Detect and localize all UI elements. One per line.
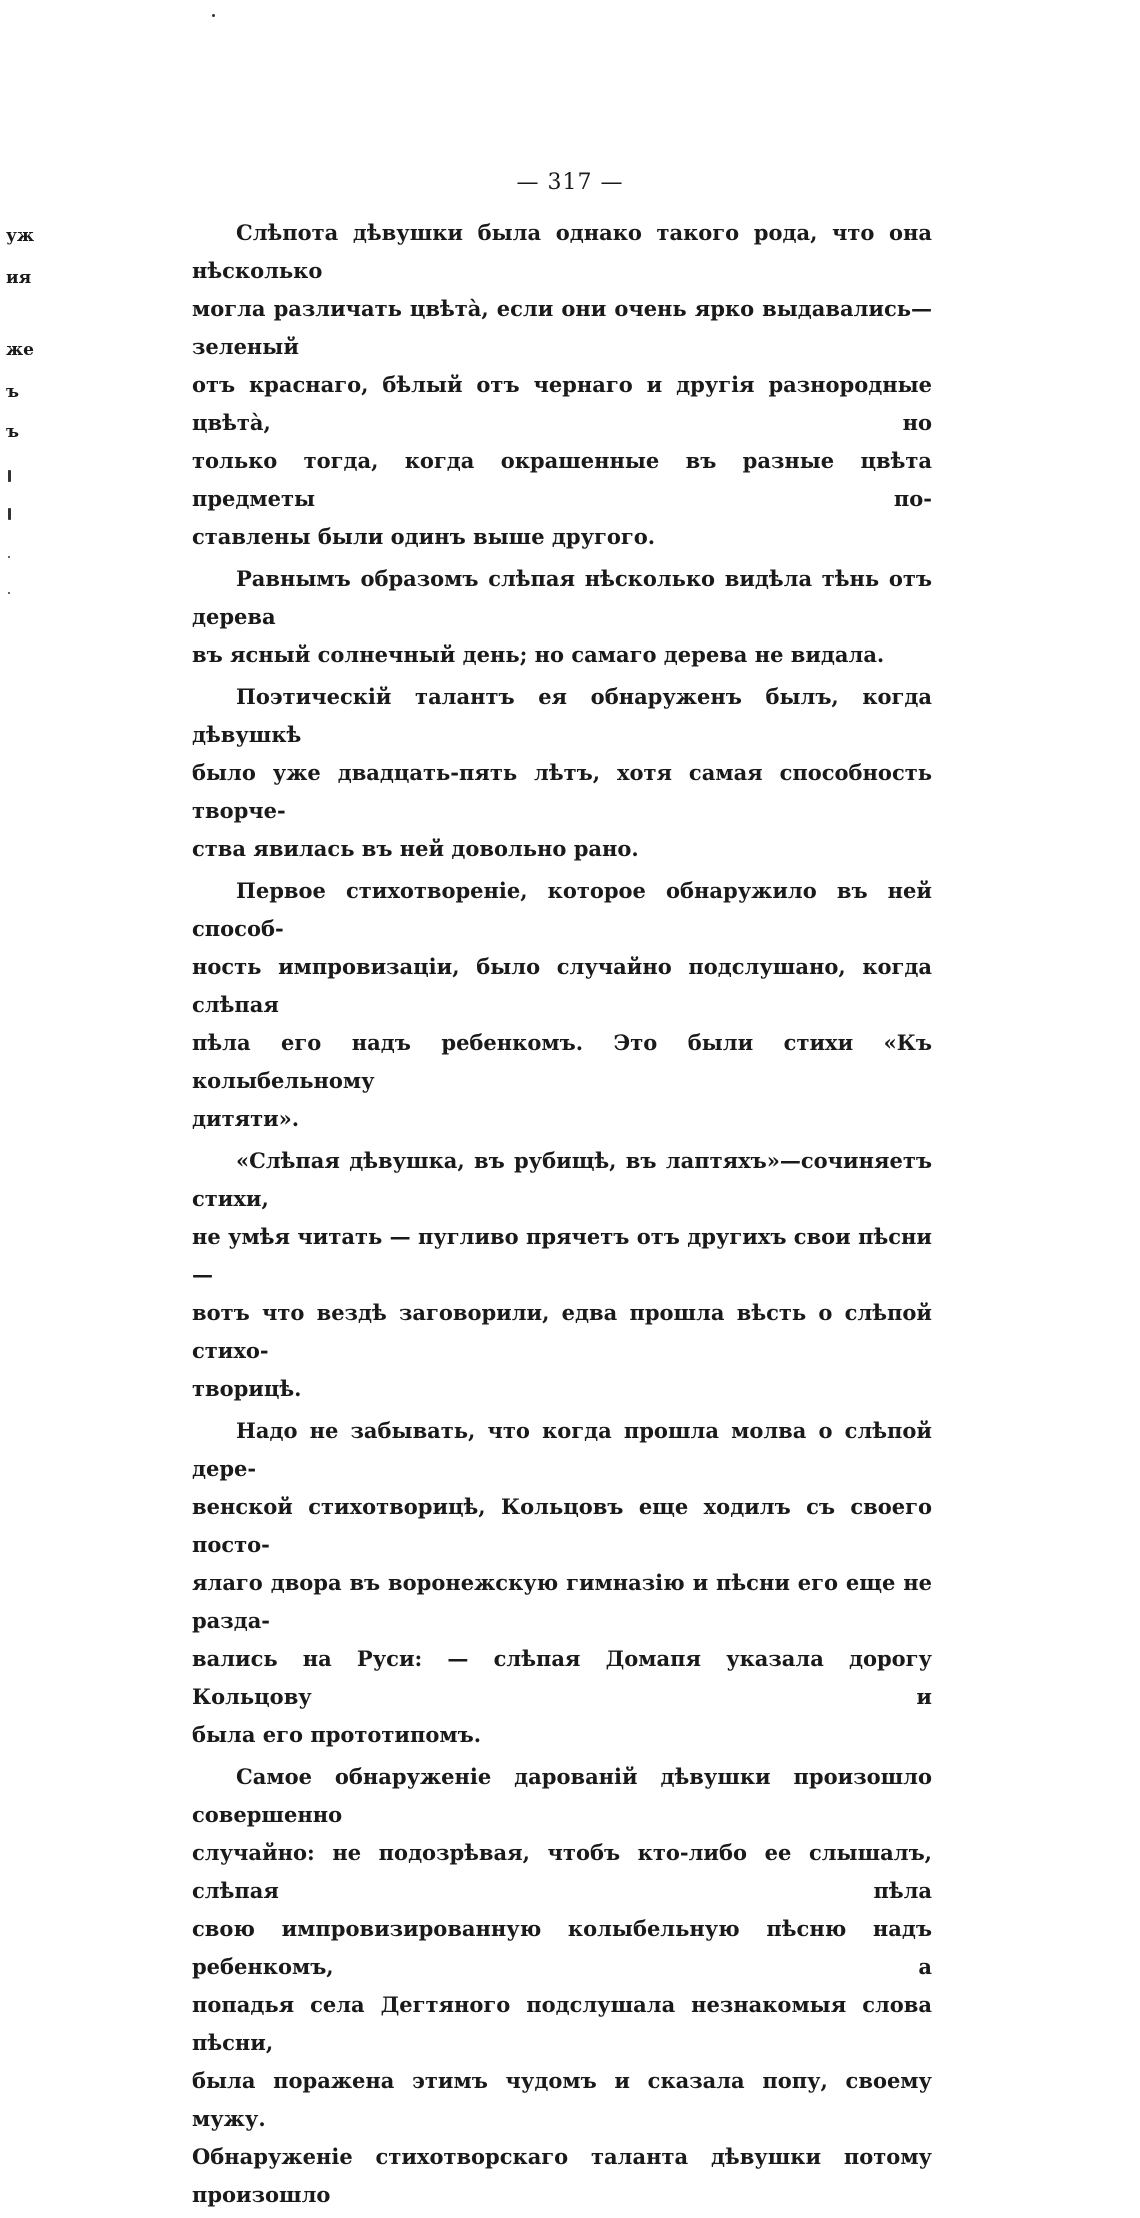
margin-fragment: же (6, 340, 34, 360)
paragraph (192, 1758, 932, 2214)
text-line: пѣла его надъ ребенкомъ. Это были стихи «Къ колыбельному (192, 1030, 932, 1093)
text-line: ства явилась въ ней довольно рано. (192, 836, 639, 861)
text-line: Надо не забывать, что когда прошла молва о слѣпой дере- (192, 1418, 932, 1481)
text-line: Самое обнаруженіе дарованій дѣвушки произошло совершенно (192, 1764, 932, 1827)
margin-fragment: ия (6, 268, 32, 288)
paragraph (192, 214, 932, 556)
paragraph (192, 1142, 932, 1408)
margin-fragments (0, 0, 40, 700)
text-line: могла различать цвѣтà, если они очень ярко выдавались—зеленый (192, 296, 932, 359)
text-line: ставлены были одинъ выше другого. (192, 524, 656, 549)
text-line: ность импровизаціи, было случайно подслушано, когда слѣпая (192, 954, 932, 1017)
text-line: вотъ что вездѣ заговорили, едва прошла вѣсть о слѣпой стихо- (192, 1300, 932, 1363)
paragraph (192, 1412, 932, 1754)
text-line: было уже двадцать-пять лѣтъ, хотя самая способность творче- (192, 760, 932, 823)
text-line: ялаго двора въ воронежскую гимназію и пѣсни его еще не разда- (192, 1570, 932, 1633)
text-line: Первое стихотвореніе, которое обнаружило въ ней способ- (192, 878, 932, 941)
paragraph (192, 872, 932, 1138)
text-line: попадья села Дегтяного подслушала незнакомыя слова пѣсни, (192, 1992, 932, 2055)
text-line: Обнаруженіе стихотворскаго таланта дѣвушки потому произошло (192, 2144, 932, 2207)
margin-fragment: ъ (6, 422, 20, 442)
text-line: только тогда, когда окрашенные въ разные цвѣта предметы по- (192, 448, 932, 511)
body-text (192, 214, 932, 2218)
text-line: Слѣпота дѣвушки была однако такого рода, что она нѣсколько (192, 220, 932, 283)
text-line: свою импровизированную колыбельную пѣсню надъ ребенкомъ, а (192, 1916, 932, 1979)
margin-mark (8, 470, 11, 482)
margin-fragment: уж (6, 226, 35, 246)
top-speck (212, 14, 215, 17)
text-line: Поэтическій талантъ ея обнаруженъ былъ, когда дѣвушкѣ (192, 684, 932, 747)
text-line: была его прототипомъ. (192, 1722, 482, 1747)
page-number: — 317 — (516, 170, 624, 195)
text-line: случайно: не подозрѣвая, чтобъ кто-либо ее слышалъ, слѣпая пѣла (192, 1840, 932, 1903)
margin-speck (8, 556, 10, 558)
margin-speck (8, 592, 10, 594)
paragraph (192, 678, 932, 868)
text-line: не умѣя читать — пугливо прячетъ отъ другихъ свои пѣсни — (192, 1224, 932, 1287)
paragraph (192, 560, 932, 674)
text-line: была поражена этимъ чудомъ и сказала попу, своему мужу. (192, 2068, 932, 2131)
text-line: Равнымъ образомъ слѣпая нѣсколько видѣла тѣнь отъ дерева (192, 566, 932, 629)
text-line: венской стихотворицѣ, Кольцовъ еще ходилъ съ своего посто- (192, 1494, 932, 1557)
text-line: отъ краснаго, бѣлый отъ чернаго и другія разнородные цвѣтà, но (192, 372, 932, 435)
text-line: въ ясный солнечный день; но самаго дерева не видала. (192, 642, 885, 667)
margin-fragment: ъ (6, 382, 20, 402)
text-line: творицѣ. (192, 1376, 302, 1401)
text-line: вались на Руси: — слѣпая Домапя указала дорогу Кольцову и (192, 1646, 932, 1709)
margin-mark (8, 508, 11, 520)
text-line: «Слѣпая дѣвушка, въ рубищѣ, въ лаптяхъ»—сочиняетъ стихи, (192, 1148, 932, 1211)
text-line: дитяти». (192, 1106, 300, 1131)
